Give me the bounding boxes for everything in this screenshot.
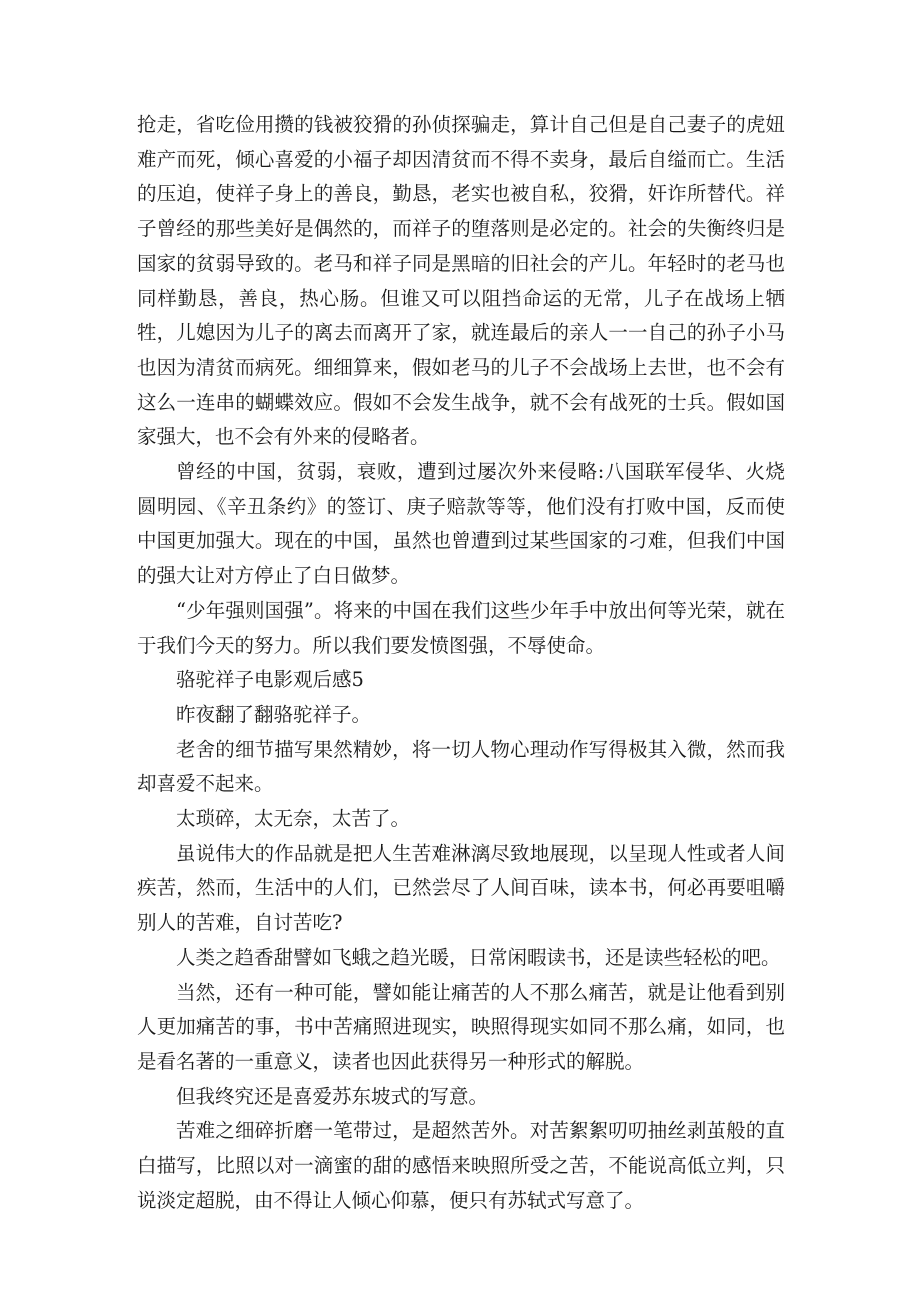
paragraph-china-history: 曾经的中国，贫弱，衰败，遭到过屡次外来侵略:八国联军侵华、火烧圆明园、《辛丑条约》的签订、庚子赔款等等，他们没有打败中国，反而使中国更加强大。现在的中国，虽然也曾遭到过某些国家的刁难，但我们中国的强大让对方停止了白日做梦。 (137, 460, 785, 588)
paragraph-laoshe-detail: 老舍的细节描写果然精妙，将一切人物心理动作写得极其入微，然而我却喜爱不起来。 (137, 737, 785, 796)
paragraph-youth-strong: “少年强则国强”。将来的中国在我们这些少年手中放出何等光荣，就在于我们今天的努力。所以我们要发愤图强，不辱使命。 (137, 598, 785, 657)
paragraph-suffering-detail: 苦难之细碎折磨一笔带过，是超然苦外。对苦絮絮叨叨抽丝剥茧般的直白描写，比照以对一滴蜜的甜的感悟来映照所受之苦，不能说高低立判，只说淡定超脱，由不得让人倾心仰慕，便只有苏轼式写意了。 (137, 1119, 785, 1212)
paragraph-great-works: 虽说伟大的作品就是把人生苦难淋漓尽致地展现，以呈现人性或者人间疾苦，然而，生活中的人们，已然尝尽了人间百味，读本书，何必再要咀嚼别人的苦难，自讨苦吃? (137, 841, 785, 935)
paragraph-too-trivial: 太琐碎，太无奈，太苦了。 (176, 807, 411, 831)
paragraph-continuation: 抢走，省吃俭用攒的钱被狡猾的孙侦探骗走，算计自己但是自己妻子的虎妞难产而死，倾心喜爱的小福子却因清贫而不得不卖身，最后自缢而亡。生活的压迫，使祥子身上的善良，勤恳，老实也被自私，狡猾，奸诈所替代。祥子曾经的那些美好是偶然的，而祥子的堕落则是必定的。社会的失衡终归是国家的贫弱导致的。老马和祥子同是黑暗的旧社会的产儿。年轻时的老马也同样勤恳，善良，热心肠。但谁又可以阻挡命运的无常，儿子在战场上牺牲，儿媳因为儿子的离去而离开了家，就连最后的亲人一一自己的孙子小马也因为清贫而病死。细细算来，假如老马的儿子不会战场上去世，也不会有这么一连串的蝴蝶效应。假如不会发生战争，就不会有战死的士兵。假如国家强大，也不会有外来的侵略者。 (137, 113, 785, 449)
paragraph-another-possibility: 当然，还有一种可能，譬如能让痛苦的人不那么痛苦，就是让他看到别人更加痛苦的事，书中苦痛照进现实，映照得现实如同不那么痛，如同，也是看名著的一重意义，读者也因此获得另一种形式的解脱。 (137, 980, 785, 1073)
paragraph-last-night: 昨夜翻了翻骆驼祥子。 (176, 702, 372, 726)
document-body (137, 108, 785, 1219)
section-heading: 骆驼祥子电影观后感5 (176, 668, 364, 692)
paragraph-su-dongpo: 但我终究还是喜爱苏东坡式的写意。 (176, 1084, 489, 1108)
paragraph-moth-light: 人类之趋香甜譬如飞蛾之趋光暖，日常闲暇读书，还是读些轻松的吧。 (176, 945, 781, 969)
